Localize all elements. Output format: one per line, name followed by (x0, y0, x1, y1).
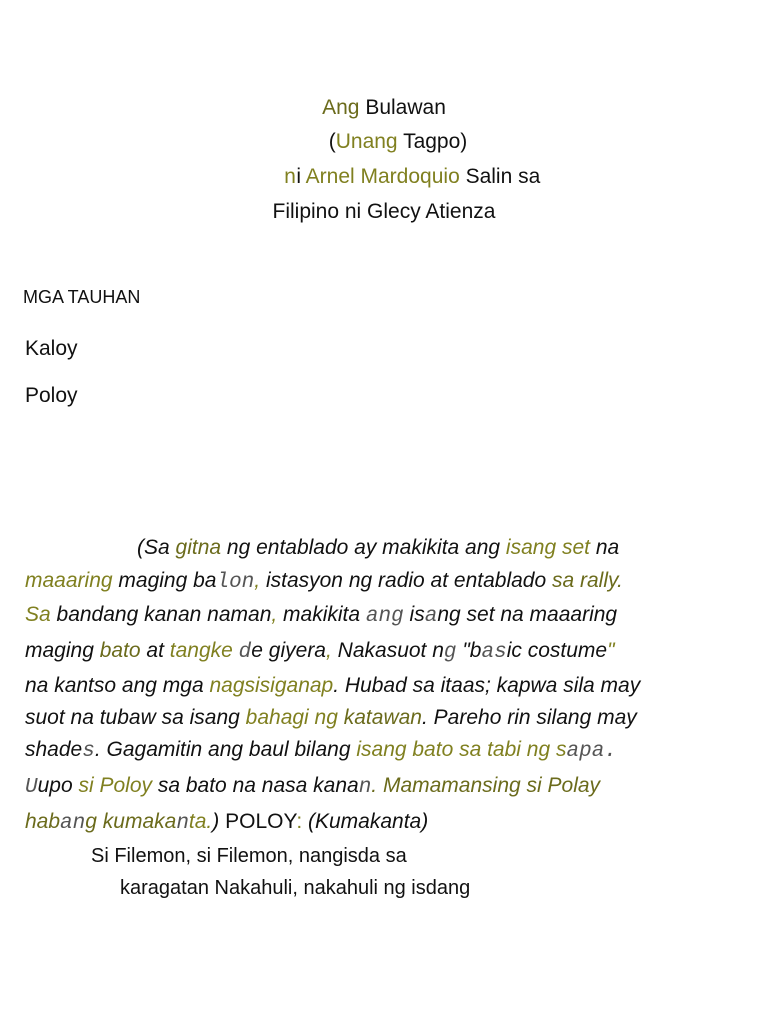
title-line-1 (0, 95, 768, 121)
song-line-2: karagatan Nakahuli, nakahuli ng isdang (120, 877, 471, 899)
stage-line-5: na kantso ang mga nagsisiganap. Hubad sa itaas; kapwa sila may (25, 674, 641, 697)
title-salin: Salin sa (459, 165, 541, 188)
title-line-2 (0, 129, 768, 155)
song-line-1: Si Filemon, si Filemon, nangisda sa (91, 845, 407, 867)
stage-line-1: (Sa gitna ng entablado ay makikita ang isang set na (137, 536, 620, 559)
title-author: Arnel Mardoquio (305, 165, 460, 188)
title-line-3 (0, 164, 768, 192)
stage-line-8: Uupo si Poloy sa bato na nasa kanan. Mamamansing si Polay (25, 774, 601, 799)
stage-line-9: habang kumakanta.) POLOY: (Kumakanta) (25, 810, 429, 835)
stage-line-6: suot na tubaw sa isang bahagi ng katawan. Pareho rin silang may (25, 706, 637, 729)
title-word-tagpo: Tagpo) (397, 130, 468, 153)
speaker-poloy: POLOY (219, 810, 297, 833)
cast-member-poloy: Poloy (25, 384, 78, 407)
title-word-bulawan: Bulawan (359, 96, 446, 119)
stage-line-7: shades. Gagamitin ang baul bilang isang bato sa tabi ng sapa. (25, 738, 617, 763)
title-word-unang: Unang (335, 130, 398, 153)
stage-line-4: maging bato at tangke de giyera, Nakasuot ng "basic costume" (25, 639, 615, 664)
title-line-4: Filipino ni Glecy Atienza (272, 200, 496, 223)
title-glyph-n: n (283, 167, 297, 190)
title-word-i: i (296, 165, 306, 188)
stage-line-2: maaaring maging balon, istasyon ng radio at entablado sa rally. (25, 569, 623, 594)
title-paren: ( (328, 130, 336, 153)
title-word-ang: Ang (322, 96, 360, 119)
stage-line-3: Sa bandang kanan naman, makikita ang isang set na maaaring (25, 603, 618, 628)
cast-member-kaloy: Kaloy (25, 337, 78, 360)
cast-heading: MGA TAUHAN (23, 287, 141, 307)
